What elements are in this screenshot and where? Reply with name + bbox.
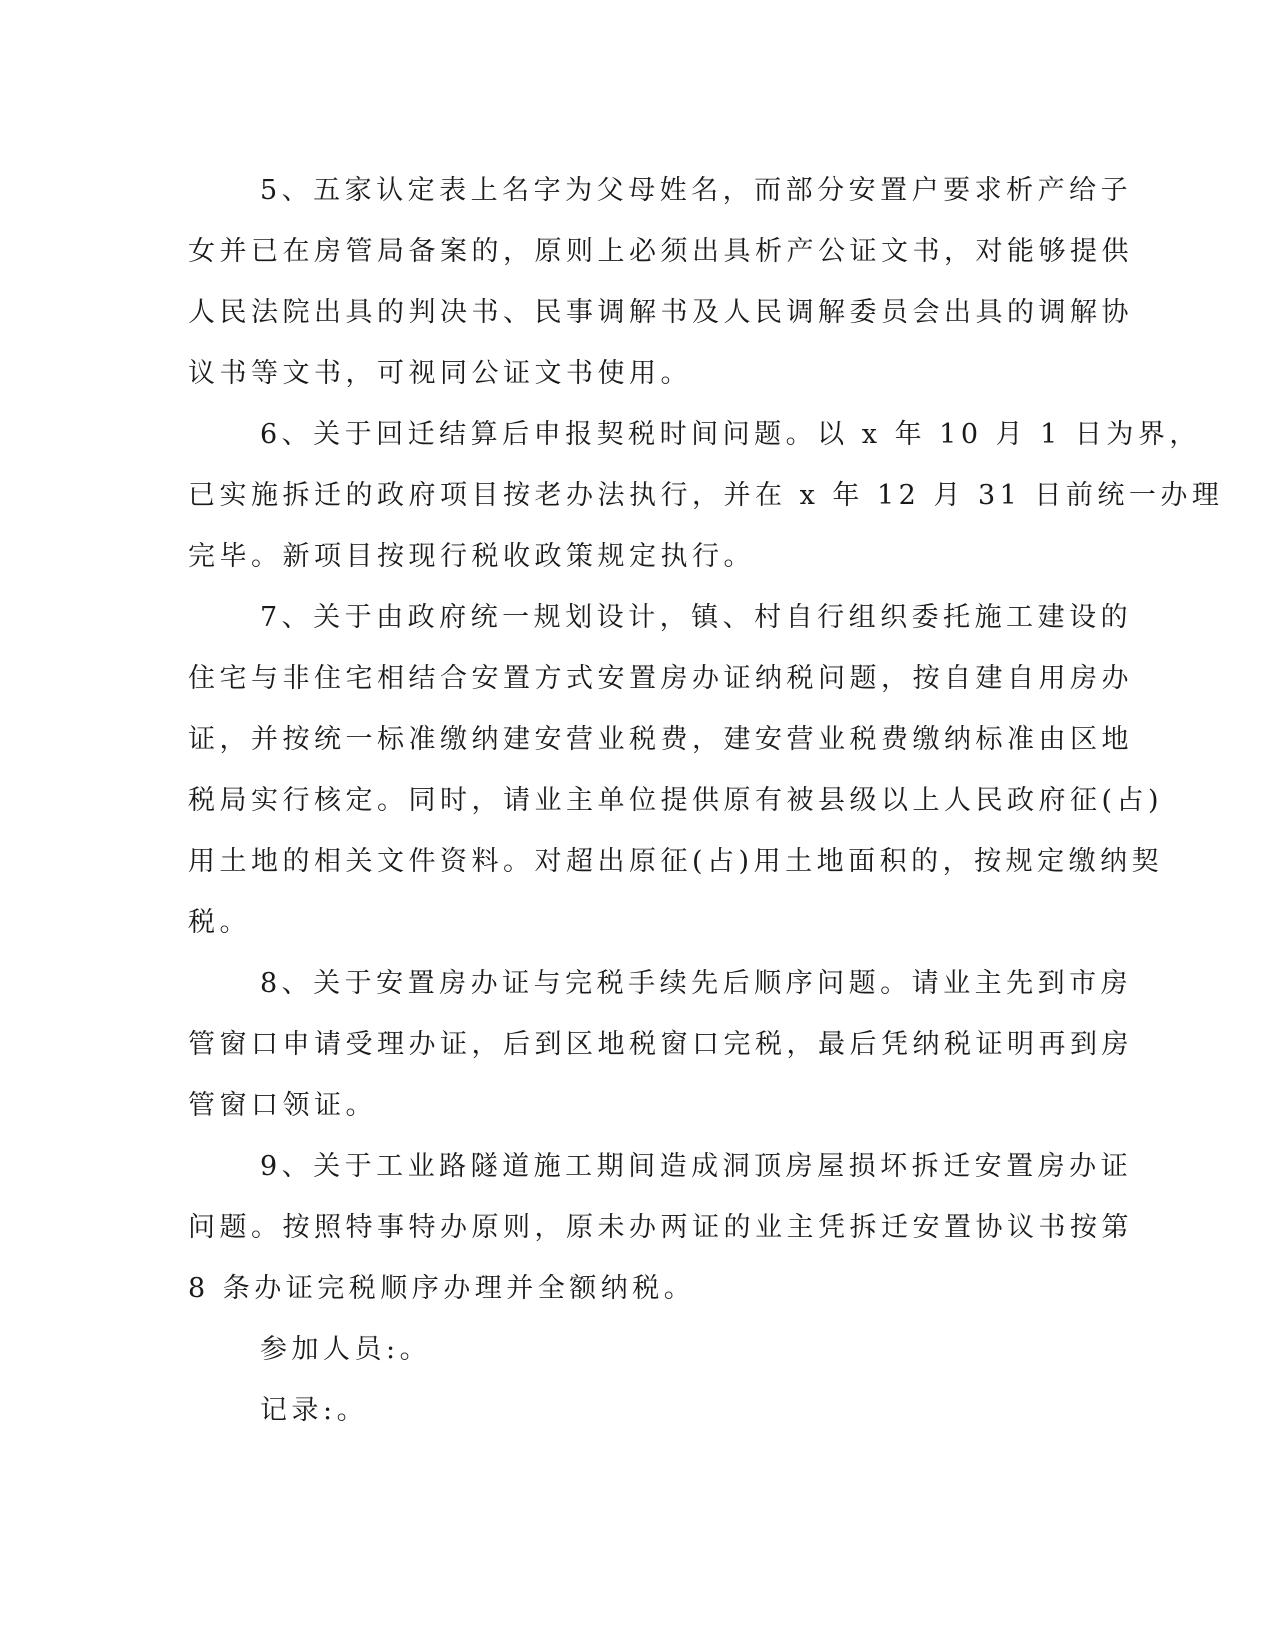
paragraph-item-6 <box>188 404 1224 587</box>
text-line: 8 条办证完税顺序办理并全额纳税。 <box>188 1273 696 1304</box>
text-line: 议书等文书，可视同公证文书使用。 <box>188 358 692 389</box>
text-line: 完毕。新项目按现行税收政策规定执行。 <box>188 541 755 572</box>
paragraph-item-8 <box>188 953 1133 1136</box>
text-line: 税局实行核定。同时，请业主单位提供原有被县级以上人民政府征(占) <box>188 785 1164 816</box>
paragraph-item-7 <box>188 587 1164 953</box>
paragraph-item-5 <box>188 160 1133 404</box>
text-line: 已实施拆迁的政府项目按老办法执行，并在 x 年 12 月 31 日前统一办理 <box>188 480 1224 511</box>
recorder-line <box>188 1380 1083 1441</box>
text-line: 8、关于安置房办证与完税手续先后顺序问题。请业主先到市房 <box>260 968 1133 999</box>
text-line: 女并已在房管局备案的，原则上必须出具析产公证文书，对能够提供 <box>188 236 1133 267</box>
document-body <box>188 160 1224 1441</box>
text-line: 7、关于由政府统一规划设计，镇、村自行组织委托施工建设的 <box>260 602 1133 633</box>
text-line: 人民法院出具的判决书、民事调解书及人民调解委员会出具的调解协 <box>188 297 1133 328</box>
recorder-label: 记录:。 <box>260 1395 369 1426</box>
text-line: 证，并按统一标准缴纳建安营业税费，建安营业税费缴纳标准由区地 <box>188 724 1133 755</box>
paragraph-item-9 <box>188 1136 1133 1319</box>
participants-line <box>188 1319 1083 1380</box>
text-line: 管窗口领证。 <box>188 1090 377 1121</box>
text-line: 问题。按照特事特办原则，原未办两证的业主凭拆迁安置协议书按第 <box>188 1212 1133 1243</box>
text-line: 6、关于回迁结算后申报契税时间问题。以 x 年 10 月 1 日为界， <box>260 419 1201 450</box>
text-line: 5、五家认定表上名字为父母姓名，而部分安置户要求析产给子 <box>260 175 1133 206</box>
text-line: 用土地的相关文件资料。对超出原征(占)用土地面积的，按规定缴纳契 <box>188 846 1164 877</box>
participants-label: 参加人员:。 <box>260 1334 432 1365</box>
text-line: 9、关于工业路隧道施工期间造成洞顶房屋损坏拆迁安置房办证 <box>260 1151 1133 1182</box>
text-line: 住宅与非住宅相结合安置方式安置房办证纳税问题，按自建自用房办 <box>188 663 1133 694</box>
text-line: 管窗口申请受理办证，后到区地税窗口完税，最后凭纳税证明再到房 <box>188 1029 1133 1060</box>
text-line: 税。 <box>188 907 251 938</box>
